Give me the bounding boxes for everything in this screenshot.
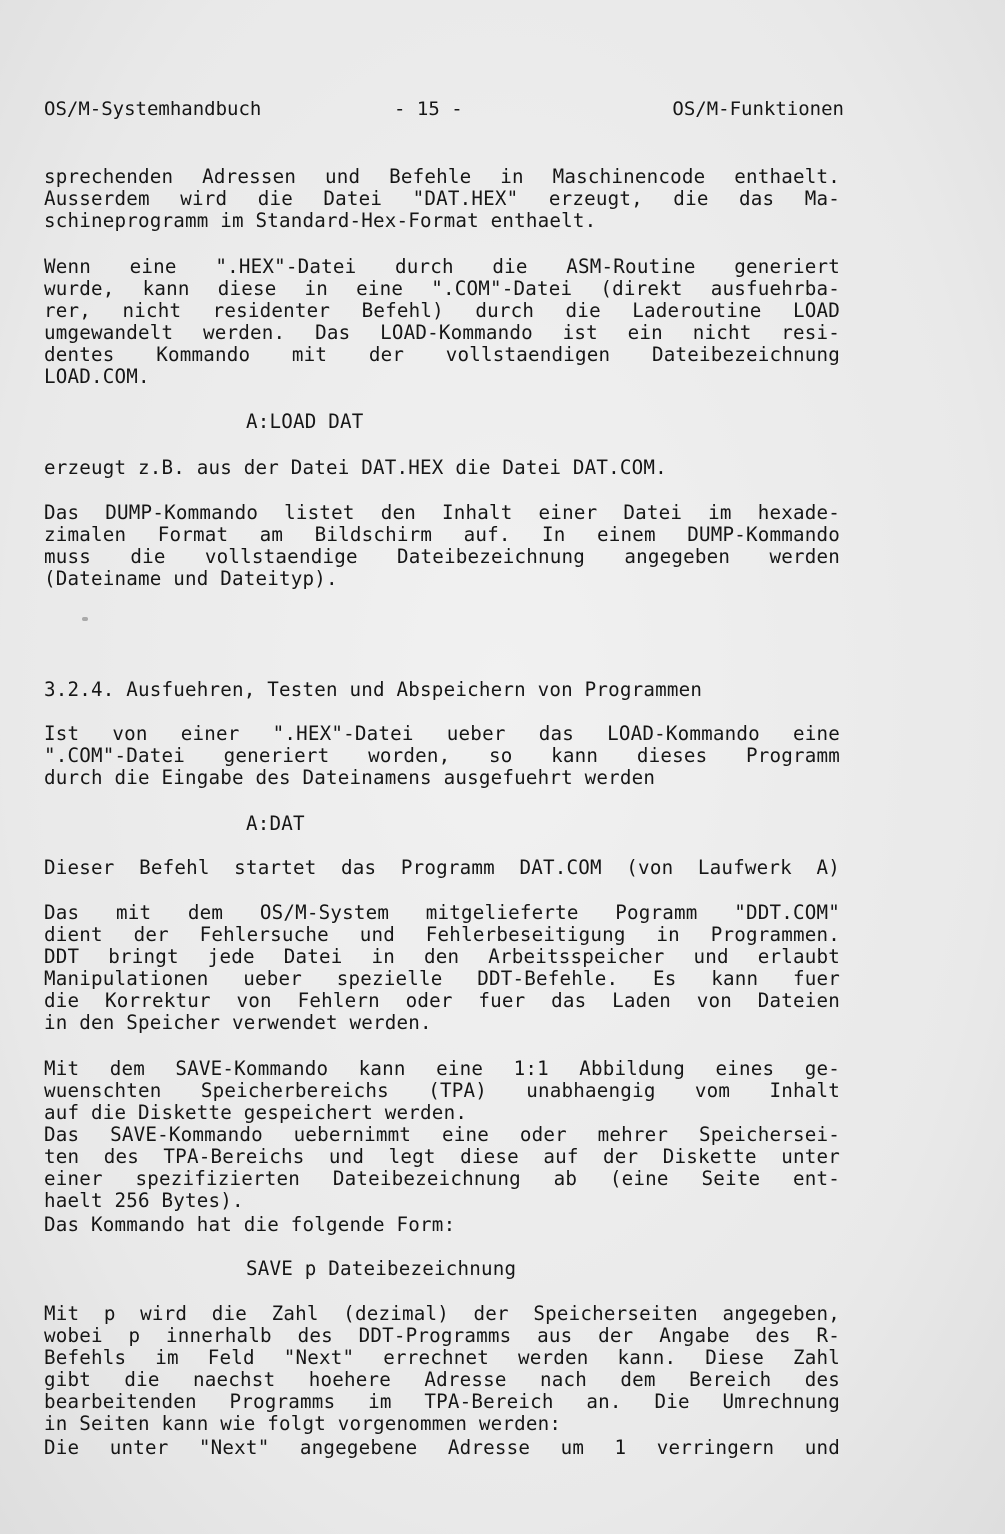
text-line: in Seiten kann wie folgt vorgenommen werden: [44,1412,562,1435]
page-header [44,96,844,122]
text-line: wobei p innerhalb des DDT-Programms aus der Angabe des R- [44,1324,840,1347]
text-line: Dieser Befehl startet das Programm DAT.COM (von Laufwerk A) [44,856,840,879]
text-line: Ist von einer ".HEX"-Datei ueber das LOAD-Kommando eine [44,722,840,745]
text-line: Ausserdem wird die Datei "DAT.HEX" erzeugt, die das Ma- [44,187,840,210]
text-line: auf die Diskette gespeichert werden. [44,1101,468,1124]
text-line: die Korrektur von Fehlern oder fuer das Laden von Dateien [44,989,840,1012]
text-line: sprechenden Adressen und Befehle in Maschinencode enthaelt. [44,165,840,188]
text-line: Wenn eine ".HEX"-Datei durch die ASM-Routine generiert [44,255,840,278]
text-line: Mit p wird die Zahl (dezimal) der Speicherseiten angegeben, [44,1302,840,1325]
command-example: A:LOAD DAT [246,410,364,433]
text-line: ".COM"-Datei generiert worden, so kann dieses Programm [44,744,840,767]
page-number: - 15 - [394,98,463,120]
text-line: Das mit dem OS/M-System mitgelieferte Pogramm "DDT.COM" [44,901,840,924]
text-line: Befehls im Feld "Next" errechnet werden kann. Diese Zahl [44,1346,840,1369]
text-line: Das SAVE-Kommando uebernimmt eine oder mehrer Speichersei- [44,1123,840,1146]
text-line: bearbeitenden Programms im TPA-Bereich an. Die Umrechnung [44,1390,840,1413]
command-example: A:DAT [246,812,305,835]
text-line: gibt die naechst hoehere Adresse nach dem Bereich des [44,1368,840,1391]
text-line: schineprogramm im Standard-Hex-Format enthaelt. [44,209,597,232]
text-line: haelt 256 Bytes). [44,1189,244,1212]
text-line: rer, nicht residenter Befehl) durch die Laderoutine LOAD [44,299,840,322]
section-heading: 3.2.4. Ausfuehren, Testen und Abspeichern von Programmen [44,678,703,701]
header-title: OS/M-Systemhandbuch [44,98,262,120]
text-line: erzeugt z.B. aus der Datei DAT.HEX die Datei DAT.COM. [44,456,667,479]
text-line: Die unter "Next" angegebene Adresse um 1 verringern und [44,1436,840,1459]
text-line: LOAD.COM. [44,365,150,388]
text-line: muss die vollstaendige Dateibezeichnung angegeben werden [44,545,840,568]
text-line: umgewandelt werden. Das LOAD-Kommando ist ein nicht resi- [44,321,840,344]
text-line: in den Speicher verwendet werden. [44,1011,432,1034]
text-line: zimalen Format am Bildschirm auf. In einem DUMP-Kommando [44,523,840,546]
text-line: wuenschten Speicherbereichs (TPA) unabhaengig vom Inhalt [44,1079,840,1102]
text-line: Das Kommando hat die folgende Form: [44,1213,456,1236]
text-line: durch die Eingabe des Dateinamens ausgefuehrt werden [44,766,656,789]
text-line: Das DUMP-Kommando listet den Inhalt einer Datei im hexade- [44,501,840,524]
header-section: OS/M-Funktionen [672,98,844,120]
stray-mark [82,617,88,621]
text-line: wurde, kann diese in eine ".COM"-Datei (direkt ausfuehrba- [44,277,840,300]
text-line: (Dateiname und Dateityp). [44,567,338,590]
text-line: Manipulationen ueber spezielle DDT-Befehle. Es kann fuer [44,967,840,990]
text-line: dient der Fehlersuche und Fehlerbeseitigung in Programmen. [44,923,840,946]
text-line: Mit dem SAVE-Kommando kann eine 1:1 Abbildung eines ge- [44,1057,840,1080]
text-line: DDT bringt jede Datei in den Arbeitsspeicher und erlaubt [44,945,840,968]
text-line: ten des TPA-Bereichs und legt diese auf der Diskette unter [44,1145,840,1168]
command-example: SAVE p Dateibezeichnung [246,1257,517,1280]
text-line: einer spezifizierten Dateibezeichnung ab (eine Seite ent- [44,1167,840,1190]
text-line: dentes Kommando mit der vollstaendigen Dateibezeichnung [44,343,840,366]
